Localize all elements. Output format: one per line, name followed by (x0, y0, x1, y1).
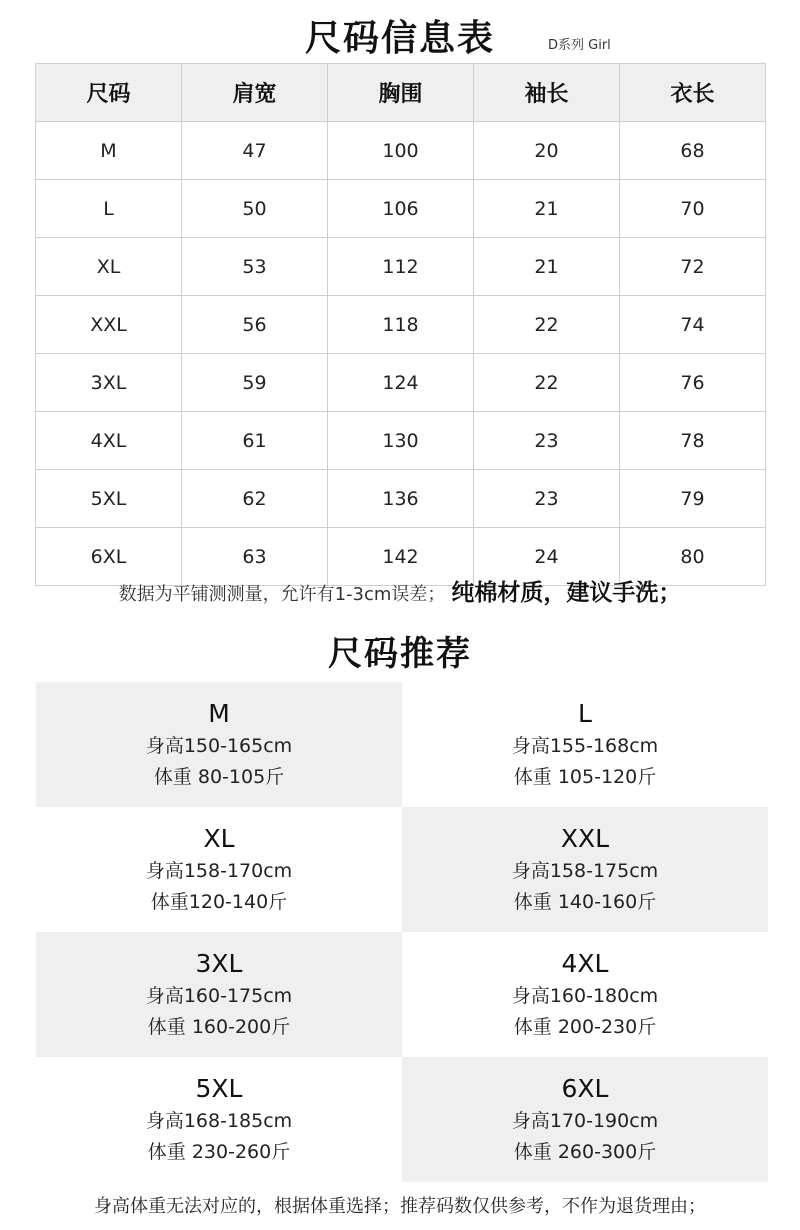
recommendation-card (402, 932, 768, 1057)
table-cell: 79 (620, 470, 766, 528)
table-cell: 50 (182, 180, 328, 238)
table-header-row (36, 64, 766, 122)
rec-size: XL (203, 823, 235, 853)
table-cell: 3XL (36, 354, 182, 412)
rec-size: 4XL (561, 948, 609, 978)
header-sleeve: 袖长 (474, 64, 620, 122)
table-cell: 6XL (36, 528, 182, 586)
rec-weight: 体重 160-200斤 (147, 1015, 291, 1038)
table-cell: 142 (328, 528, 474, 586)
table-cell: 23 (474, 412, 620, 470)
table-row (36, 238, 766, 296)
table-cell: XL (36, 238, 182, 296)
rec-weight: 体重 200-230斤 (513, 1015, 657, 1038)
table-cell: 124 (328, 354, 474, 412)
rec-height: 身高170-190cm (511, 1109, 659, 1132)
table-cell: 74 (620, 296, 766, 354)
table-row (36, 412, 766, 470)
rec-weight: 体重 80-105斤 (153, 765, 285, 788)
table-cell: 47 (182, 122, 328, 180)
rec-height: 身高155-168cm (511, 734, 659, 757)
rec-weight: 体重 260-300斤 (513, 1140, 657, 1163)
table-row (36, 122, 766, 180)
rec-height: 身高160-175cm (145, 984, 293, 1007)
title-block (0, 10, 800, 60)
rec-size: M (208, 698, 230, 728)
size-table (35, 63, 766, 586)
rec-weight: 体重 140-160斤 (513, 890, 657, 913)
table-cell: 59 (182, 354, 328, 412)
table-cell: 21 (474, 180, 620, 238)
rec-height: 身高160-180cm (511, 984, 659, 1007)
table-cell: 68 (620, 122, 766, 180)
header-shoulder: 肩宽 (182, 64, 328, 122)
recommendation-grid (36, 682, 768, 1182)
header-size: 尺码 (36, 64, 182, 122)
table-row (36, 354, 766, 412)
table-cell: 72 (620, 238, 766, 296)
table-cell: 22 (474, 296, 620, 354)
table-cell: XXL (36, 296, 182, 354)
rec-size: XXL (560, 823, 610, 853)
table-cell: 5XL (36, 470, 182, 528)
rec-size: 5XL (195, 1073, 243, 1103)
table-row (36, 180, 766, 238)
table-cell: L (36, 180, 182, 238)
table-cell: 112 (328, 238, 474, 296)
recommendation-card (36, 932, 402, 1057)
table-row (36, 296, 766, 354)
recommendation-card (36, 1057, 402, 1182)
table-cell: 21 (474, 238, 620, 296)
rec-size: 6XL (561, 1073, 609, 1103)
recommendation-card (402, 682, 768, 807)
series-tag: D系列 Girl (548, 38, 611, 53)
table-cell: 70 (620, 180, 766, 238)
table-cell: 76 (620, 354, 766, 412)
table-cell: 118 (328, 296, 474, 354)
table-cell: 106 (328, 180, 474, 238)
rec-weight: 体重 230-260斤 (147, 1140, 291, 1163)
table-cell: 80 (620, 528, 766, 586)
table-row (36, 470, 766, 528)
table-cell: M (36, 122, 182, 180)
rec-height: 身高168-185cm (145, 1109, 293, 1132)
table-cell: 53 (182, 238, 328, 296)
rec-height: 身高150-165cm (145, 734, 293, 757)
recommendation-card (402, 1057, 768, 1182)
table-cell: 23 (474, 470, 620, 528)
disclaimer-footer: 身高体重无法对应的，根据体重选择；推荐码数仅供参考，不作为退货理由； (94, 1196, 706, 1217)
measurement-note (0, 574, 800, 607)
table-cell: 61 (182, 412, 328, 470)
rec-weight: 体重120-140斤 (150, 890, 288, 913)
recommendation-title: 尺码推荐 (328, 634, 472, 674)
header-chest: 胸围 (328, 64, 474, 122)
table-cell: 78 (620, 412, 766, 470)
table-cell: 136 (328, 470, 474, 528)
material-care-text: 纯棉材质，建议手洗； (451, 580, 682, 606)
recommendation-card (36, 807, 402, 932)
measurement-tolerance-text: 数据为平铺测测量，允许有1-3cm误差； (118, 584, 446, 605)
table-cell: 62 (182, 470, 328, 528)
table-cell: 63 (182, 528, 328, 586)
table-cell: 22 (474, 354, 620, 412)
rec-size: L (578, 698, 592, 728)
recommendation-card (36, 682, 402, 807)
table-cell: 56 (182, 296, 328, 354)
table-cell: 20 (474, 122, 620, 180)
rec-height: 身高158-175cm (511, 859, 659, 882)
table-cell: 100 (328, 122, 474, 180)
page-title: 尺码信息表 (304, 18, 495, 59)
table-cell: 130 (328, 412, 474, 470)
header-length: 衣长 (620, 64, 766, 122)
table-cell: 24 (474, 528, 620, 586)
rec-size: 3XL (195, 948, 243, 978)
rec-height: 身高158-170cm (145, 859, 293, 882)
rec-weight: 体重 105-120斤 (513, 765, 657, 788)
recommendation-card (402, 807, 768, 932)
table-cell: 4XL (36, 412, 182, 470)
